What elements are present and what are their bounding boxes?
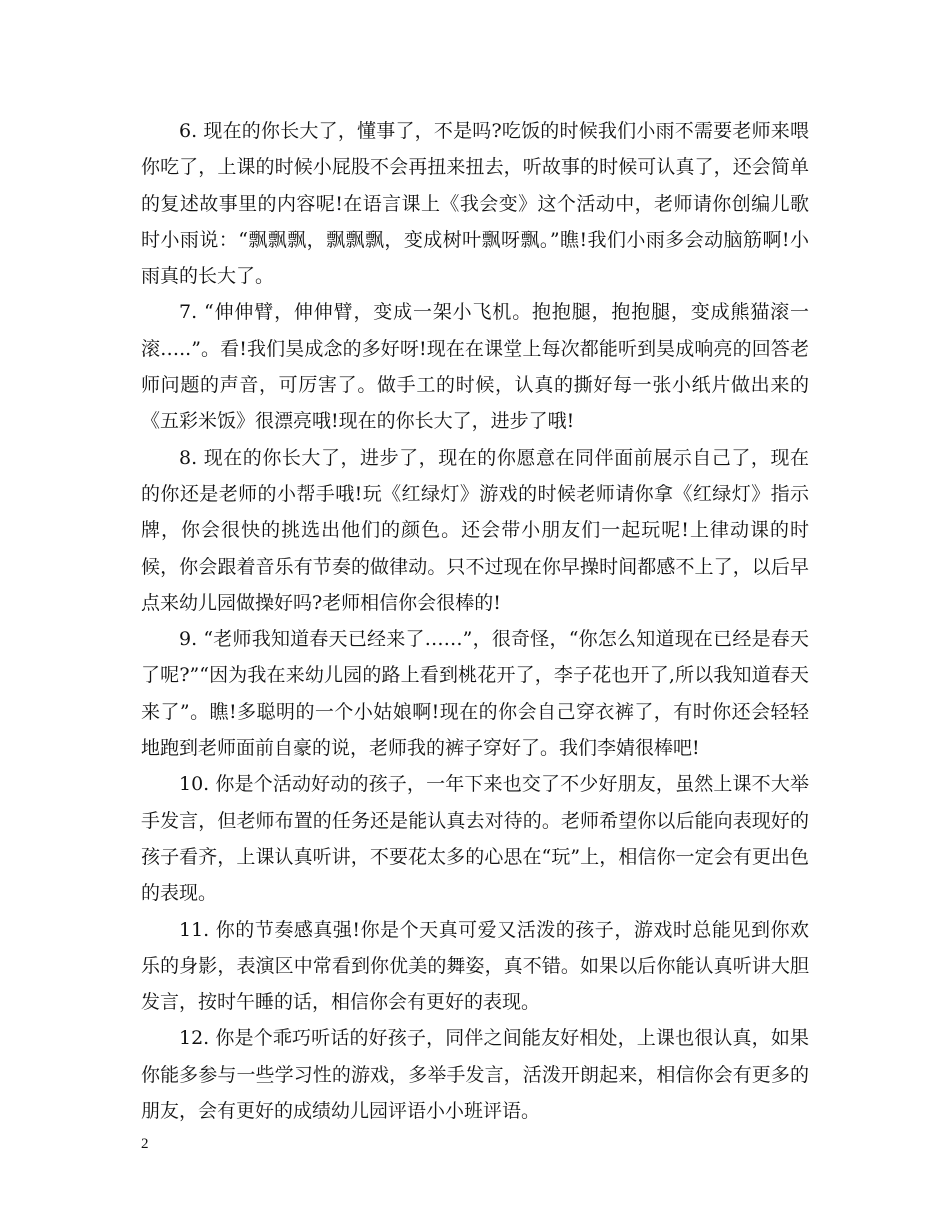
document-body — [141, 113, 809, 1129]
page-number: 2 — [141, 1136, 149, 1152]
paragraph-11: 11. 你的节奏感真强!你是个天真可爱又活泼的孩子，游戏时总能见到你欢乐的身影，表演区中常看到你优美的舞姿，真不错。如果以后你能认真听讲大胆发言，按时午睡的话，相信你会有更好的表现。 — [141, 918, 809, 1014]
paragraph-6: 6. 现在的你长大了，懂事了，不是吗?吃饭的时候我们小雨不需要老师来喂你吃了，上课的时候小屁股不会再扭来扭去，听故事的时候可认真了，还会简单的复述故事里的内容呢!在语言课上《我会变》这个活动中，老师请你创编儿歌时小雨说：“飘飘飘，飘飘飘，变成树叶飘呀飘。”瞧!我们小雨多会动脑筋啊!小雨真的长大了。 — [141, 120, 809, 288]
paragraph-7: 7. “伸伸臂，伸伸臂，变成一架小飞机。抱抱腿，抱抱腿，变成熊猫滚一滚…..”。看!我们昊成念的多好呀!现在在课堂上每次都能听到昊成响亮的回答老师问题的声音，可厉害了。做手工的时候，认真的撕好每一张小纸片做出来的《五彩米饭》很漂亮哦!现在的你长大了，进步了哦! — [141, 301, 809, 433]
paragraph-9: 9. “老师我知道春天已经来了……”，很奇怪，“你怎么知道现在已经是春天了呢?”“因为我在来幼儿园的路上看到桃花开了，李子花也开了,所以我知道春天来了”。瞧!多聪明的一个小姑娘啊!现在的你会自己穿衣裤了，有时你还会轻轻地跑到老师面前自豪的说，老师我的裤子穿好了。我们李婧很棒吧! — [141, 628, 809, 760]
paragraph-8: 8. 现在的你长大了，进步了，现在的你愿意在同伴面前展示自己了，现在的你还是老师的小帮手哦!玩《红绿灯》游戏的时候老师请你拿《红绿灯》指示牌，你会很快的挑选出他们的颜色。还会带小朋友们一起玩呢!上律动课的时候，你会跟着音乐有节奏的做律动。只不过现在你早操时间都感不上了，以后早点来幼儿园做操好吗?老师相信你会很棒的! — [141, 446, 809, 614]
paragraph-10: 10. 你是个活动好动的孩子，一年下来也交了不少好朋友，虽然上课不大举手发言，但老师布置的任务还是能认真去对待的。老师希望你以后能向表现好的孩子看齐，上课认真听讲，不要花太多的心思在“玩”上，相信你一定会有更出色的表现。 — [141, 773, 809, 905]
paragraph-12: 12. 你是个乖巧听话的好孩子，同伴之间能友好相处，上课也很认真，如果你能多参与一些学习性的游戏，多举手发言，活泼开朗起来，相信你会有更多的朋友，会有更好的成绩幼儿园评语小小班评语。 — [141, 1027, 809, 1123]
